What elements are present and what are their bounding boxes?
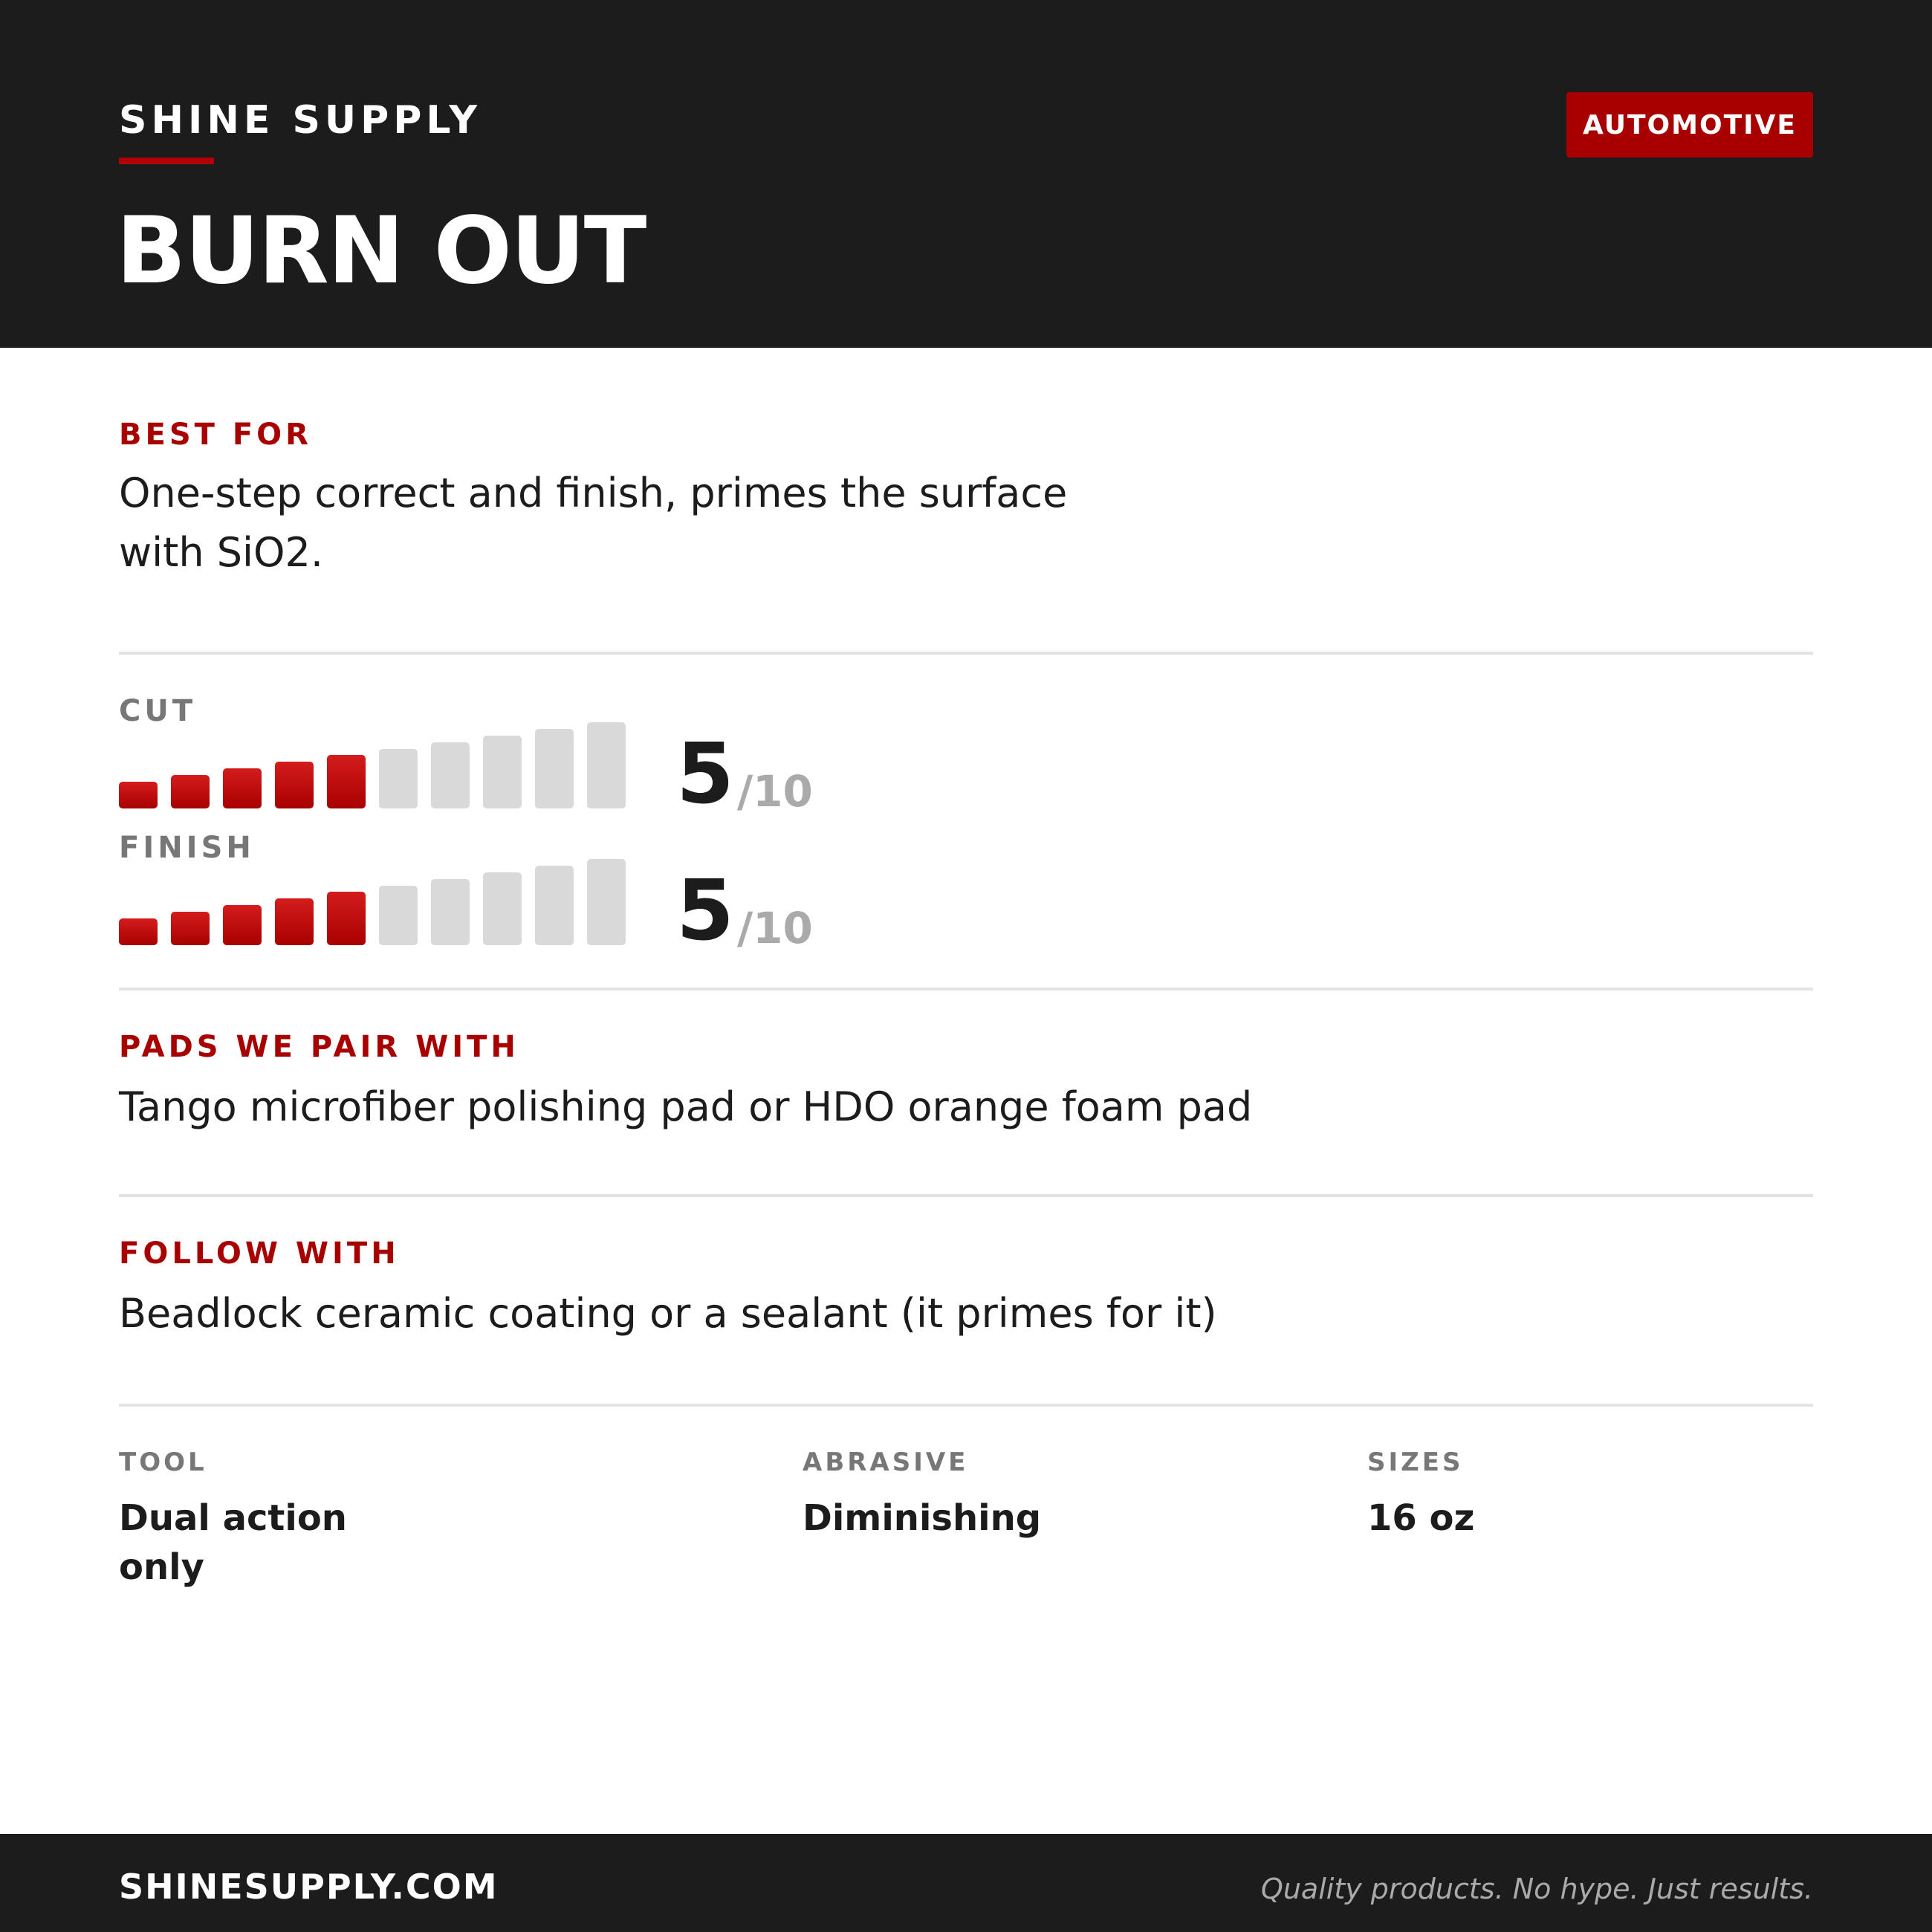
- cut-label: CUT: [119, 694, 197, 728]
- header: [0, 0, 1932, 348]
- spec-abrasive-label: ABRASIVE: [803, 1448, 969, 1477]
- spec-sizes: [1367, 1448, 1474, 1543]
- finish-bar-3: [223, 905, 262, 945]
- finish-bar-8: [483, 872, 522, 945]
- brand-underline: [119, 158, 214, 164]
- footer: [0, 1834, 1932, 1932]
- spec-tool-line-1: Dual action: [119, 1497, 347, 1539]
- product-title: BURN OUT: [116, 198, 646, 305]
- follow-text: Beadlock ceramic coating or a sealant (it primes for it): [119, 1290, 1217, 1337]
- finish-label: FINISH: [119, 831, 255, 865]
- divider: [119, 652, 1813, 655]
- cut-score: [676, 726, 813, 823]
- finish-score-value: 5: [676, 863, 734, 959]
- finish-bar-2: [171, 912, 210, 945]
- finish-score-max: /10: [736, 903, 813, 953]
- spec-tool-label: TOOL: [119, 1448, 207, 1477]
- best-for-text: [119, 464, 1067, 583]
- finish-bar-1: [119, 918, 158, 945]
- cut-bar-4: [275, 762, 314, 808]
- website-link[interactable]: SHINESUPPLY.COM: [119, 1867, 499, 1907]
- divider: [119, 1404, 1813, 1407]
- cut-bar-1: [119, 782, 158, 808]
- cut-bar-2: [171, 775, 210, 808]
- cut-bar-10: [587, 722, 626, 808]
- finish-bar-5: [327, 892, 366, 945]
- spec-abrasive: [803, 1448, 1041, 1543]
- pads-text: Tango microfiber polishing pad or HDO orange foam pad: [119, 1083, 1253, 1130]
- finish-score: [676, 863, 813, 959]
- cut-bar-6: [379, 749, 418, 808]
- spec-tool-value: [119, 1494, 347, 1592]
- tagline: Quality products. No hype. Just results.: [1260, 1873, 1813, 1905]
- pads-label: PADS WE PAIR WITH: [119, 1030, 519, 1064]
- spec-tool: [119, 1448, 347, 1592]
- cut-bar-5: [327, 755, 366, 808]
- finish-meter: [119, 858, 632, 945]
- best-for-line-1: One-step correct and finish, primes the surface: [119, 470, 1068, 516]
- divider: [119, 1194, 1813, 1197]
- best-for-line-2: with SiO2.: [119, 529, 324, 576]
- spec-tool-line-2: only: [119, 1546, 204, 1588]
- cut-score-value: 5: [676, 726, 734, 823]
- cut-meter: [119, 721, 632, 808]
- finish-bar-9: [535, 866, 574, 945]
- spec-abrasive-value: Diminishing: [803, 1497, 1042, 1539]
- divider: [119, 988, 1813, 991]
- cut-bar-3: [223, 768, 262, 808]
- cut-score-max: /10: [736, 766, 813, 817]
- finish-bar-7: [431, 879, 470, 945]
- spec-sizes-label: SIZES: [1367, 1448, 1464, 1477]
- cut-bar-9: [535, 729, 574, 808]
- finish-bar-4: [275, 898, 314, 945]
- follow-label: FOLLOW WITH: [119, 1236, 400, 1271]
- cut-bar-8: [483, 736, 522, 808]
- finish-bar-10: [587, 859, 626, 945]
- cut-bar-7: [431, 742, 470, 808]
- best-for-label: BEST FOR: [119, 418, 312, 452]
- category-badge: AUTOMOTIVE: [1566, 92, 1813, 158]
- finish-bar-6: [379, 886, 418, 945]
- brand-name: SHINE SUPPLY: [119, 98, 482, 143]
- spec-sizes-value: 16 oz: [1367, 1497, 1475, 1539]
